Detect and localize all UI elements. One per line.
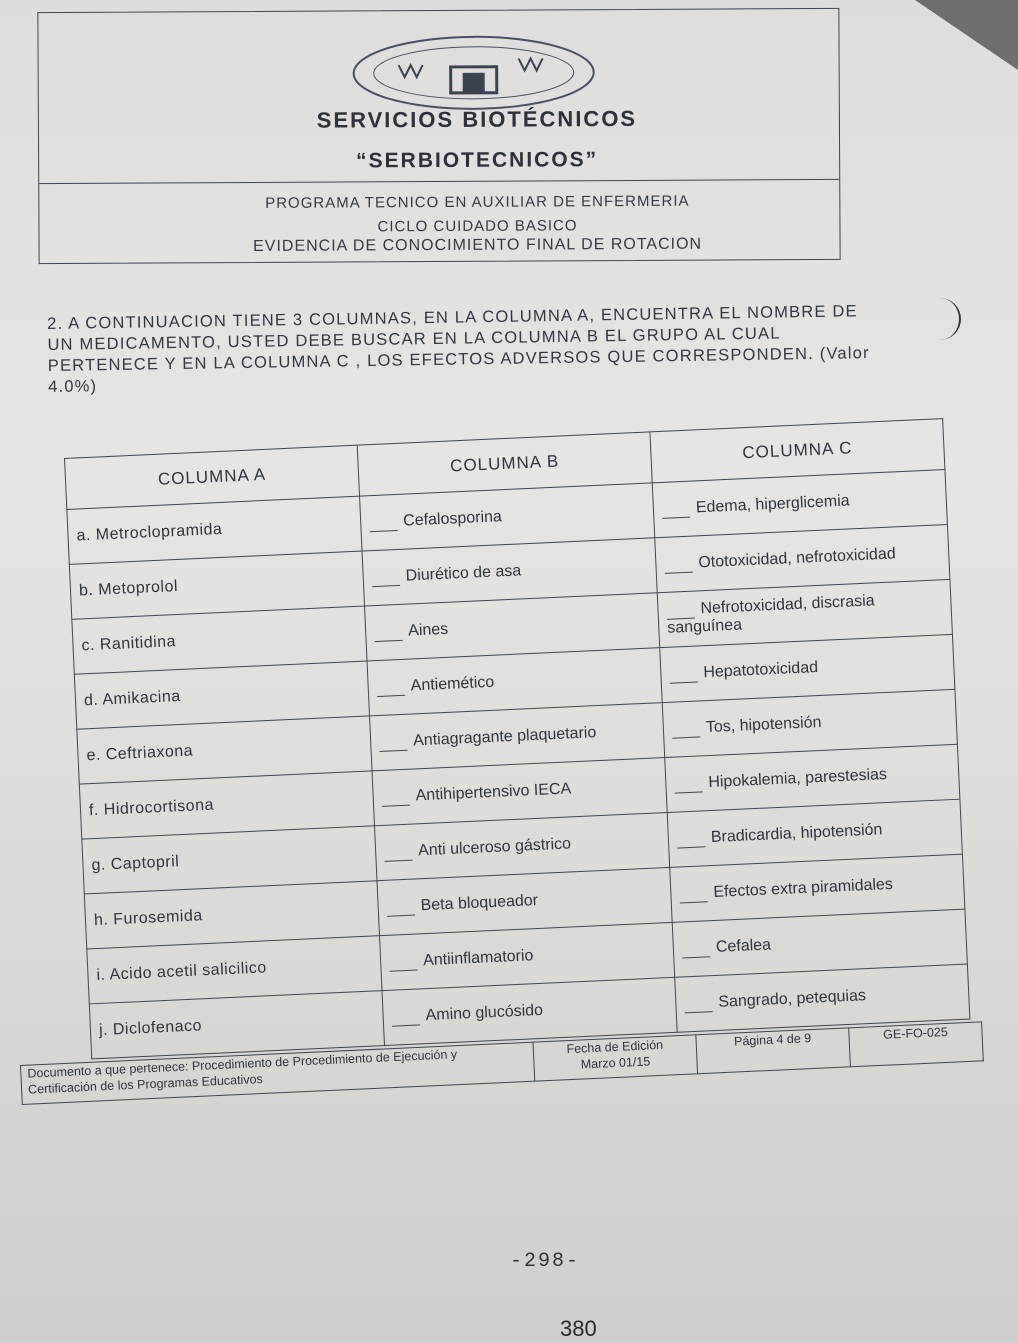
answer-blank[interactable] [675, 791, 703, 793]
footer-page: Página 4 de 9 [696, 1028, 851, 1074]
drug-name: c. Ranitidina [72, 606, 367, 674]
effect-label: Hepatotoxicidad [703, 659, 819, 682]
header-title: SERVICIOS BIOTÉCNICOS [316, 105, 638, 133]
answer-blank[interactable] [385, 860, 413, 862]
effect-label: Bradicardia, hipotensión [710, 821, 883, 847]
header-box [37, 8, 840, 264]
group-label: Aines [407, 620, 449, 640]
footer-code: GE-FO-025 [849, 1022, 984, 1067]
drug-name: i. Acido acetil salicilico [87, 936, 382, 1004]
group-label: Anti ulceroso gástrico [417, 835, 572, 860]
drug-name: b. Metoprolol [69, 551, 364, 619]
effect-label: Efectos extra piramidales [712, 875, 894, 901]
group-label: Antiemético [410, 673, 495, 695]
company-logo [338, 28, 608, 115]
answer-blank[interactable] [380, 750, 408, 752]
answer-blank[interactable] [677, 846, 705, 848]
group-label: Cefalosporina [402, 508, 503, 530]
cycle-line: CICLO CUIDADO BASICO [377, 217, 578, 236]
group-label: Diurético de asa [405, 562, 522, 585]
handwritten-number: 380 [560, 1316, 597, 1341]
answer-blank[interactable] [392, 1024, 420, 1026]
drug-name: j. Diclofenaco [89, 991, 384, 1059]
column-b-header: COLUMNA B [357, 432, 652, 496]
effect-label: Edema, hiperglicemia [695, 492, 851, 517]
drug-name: g. Captopril [82, 826, 377, 894]
answer-blank[interactable] [662, 517, 690, 519]
group-label: Beta bloqueador [420, 891, 539, 915]
answer-blank[interactable] [370, 530, 398, 532]
program-line: PROGRAMA TECNICO EN AUXILIAR DE ENFERMERIA [265, 192, 690, 212]
page-number: -298- [510, 1250, 581, 1273]
drug-name: d. Amikacina [74, 661, 369, 729]
effect-label: Nefrotoxicidad, discrasia sanguínea [666, 592, 875, 637]
drug-name: f. Hidrocortisona [79, 771, 374, 839]
drug-name: e. Ceftriaxona [77, 716, 372, 784]
answer-blank[interactable] [672, 736, 700, 738]
answer-blank[interactable] [685, 1011, 713, 1013]
header-subtitle: “SERBIOTECNICOS” [356, 148, 599, 173]
answer-blank[interactable] [665, 572, 693, 574]
answer-blank[interactable] [390, 969, 418, 971]
evidence-line: EVIDENCIA DE CONOCIMIENTO FINAL DE ROTACION [253, 235, 703, 255]
group-label: Antiagragante plaquetario [412, 724, 597, 750]
answer-blank[interactable] [680, 901, 708, 903]
answer-blank[interactable] [682, 956, 710, 958]
matching-table [64, 418, 971, 1077]
footer-document: Documento a que pertenece: Procedimiento de Procedimiento de Ejecución y Certificación de los Programas Educativos [21, 1042, 535, 1104]
edition-label: Fecha de Edición [566, 1037, 664, 1057]
answer-blank[interactable] [670, 681, 698, 683]
effect-label: Hipokalemia, parestesias [708, 766, 888, 792]
group-label: Antihipertensivo IECA [415, 780, 572, 805]
group-label: Amino glucósido [425, 1001, 544, 1025]
answer-blank[interactable] [372, 585, 400, 587]
answer-blank[interactable] [382, 805, 410, 807]
edition-value: Marzo 01/15 [580, 1054, 651, 1072]
effect-label: Sangrado, petequias [717, 987, 867, 1011]
header-divider [39, 179, 839, 184]
answer-blank[interactable] [377, 695, 405, 697]
effect-label: Cefalea [715, 936, 772, 956]
drug-name: h. Furosemida [84, 881, 379, 949]
question-text: 2. A CONTINUACION TIENE 3 COLUMNAS, EN LA COLUMNA A, ENCUENTRA EL NOMBRE DE UN MEDICAMENTO, USTED DEBE BUSCAR EN LA COLUMNA B EL GRUPO AL CUAL PERTENECE Y EN LA COLUMNA C , LOS EFECTOS ADVERSOS QUE CORRESPONDEN. (Valor 4.0%) [47, 302, 870, 396]
answer-blank[interactable] [375, 640, 403, 642]
column-a-header: COLUMNA A [65, 445, 360, 509]
column-c-header: COLUMNA C [650, 419, 945, 483]
group-label: Antiinflamatorio [422, 947, 534, 970]
effect-label: Ototoxicidad, nefrotoxicidad [698, 545, 897, 572]
answer-blank[interactable] [387, 915, 415, 917]
effect-label: Tos, hipotensión [705, 713, 822, 737]
drug-name: a. Metroclopramida [67, 496, 362, 564]
footer-edition [533, 1035, 698, 1081]
